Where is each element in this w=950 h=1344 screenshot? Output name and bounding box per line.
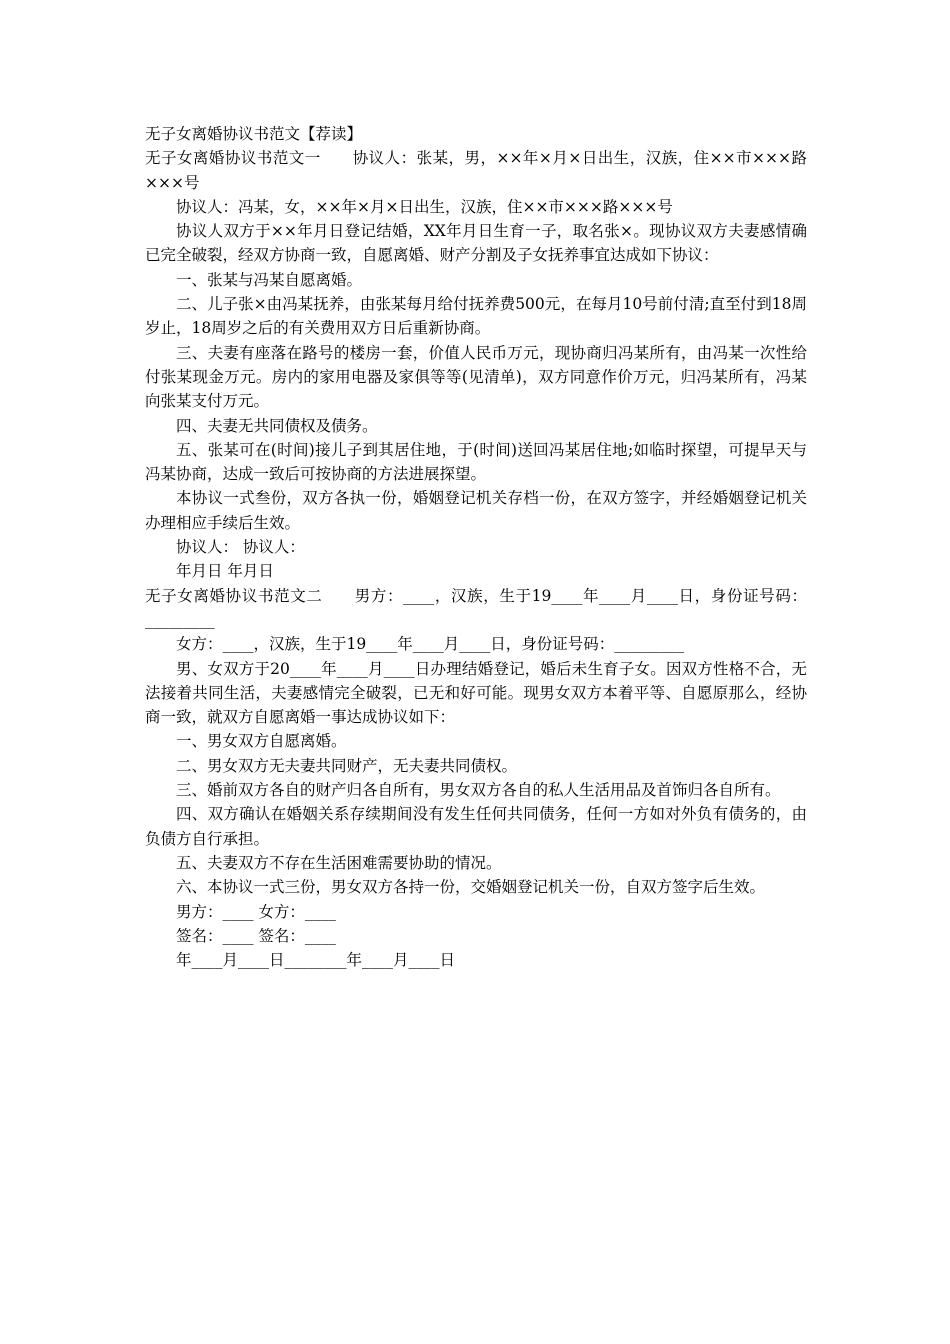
paragraph-1: 无子女离婚协议书范文一 协议人：张某，男，××年×月×日出生，汉族，住××市×××路×××号: [145, 149, 807, 192]
paragraph-8: 五、张某可在(时间)接儿子到其居住地，于(时间)送回冯某居住地;如临时探望，可提早天与冯某协商，达成一致后可按协商的方法进展探望。: [145, 440, 807, 484]
paragraph-9: 本协议一式叁份，双方各执一份，婚姻登记机关存档一份，在双方签字，并经婚姻登记机关办理相应手续后生效。: [145, 489, 807, 532]
paragraph-10: 协议人： 协议人：: [176, 538, 305, 557]
paragraph-12: 无子女离婚协议书范文二 男方：____，汉族，生于19____年____月____日，身份证号码：_________: [145, 586, 807, 629]
paragraph-13: 女方：____，汉族，生于19____年____月____日，身份证号码：_________: [176, 635, 684, 654]
paragraph-22: 签名：____ 签名：____: [176, 926, 336, 945]
paragraph-6: 三、夫妻有座落在路号的楼房一套，价值人民币万元，现协商归冯某所有，由冯某一次性给付张某现金万元。房内的家用电器及家俱等等(见清单)，双方同意作价万元，归冯某所有，冯某向张某支付万元。: [145, 343, 807, 411]
paragraph-15: 一、男女双方自愿离婚。: [176, 732, 347, 751]
paragraph-2: 协议人：冯某，女，××年×月×日出生，汉族，住××市×××路×××号: [176, 197, 673, 216]
paragraph-3: 协议人双方于××年月日登记结婚，XX年月日生育一子，取名张×。现协议双方夫妻感情确已完全破裂，经双方协商一致，自愿离婚、财产分割及子女抚养事宜达成如下协议：: [145, 222, 807, 265]
paragraph-21: 男方：____ 女方：____: [176, 902, 336, 921]
paragraph-19: 五、夫妻双方不存在生活困难需要协助的情况。: [176, 853, 502, 872]
document-title: 无子女离婚协议书范文【荐读】: [145, 125, 363, 143]
paragraph-4: 一、张某与冯某自愿离婚。: [176, 270, 363, 289]
paragraph-16: 二、男女双方无夫妻共同财产，无夫妻共同债权。: [176, 756, 518, 775]
document-page: [145, 122, 807, 972]
paragraph-20: 六、本协议一式三份，男女双方各持一份，交婚姻登记机关一份，自双方签字后生效。: [176, 878, 766, 897]
paragraph-11: 年月日 年月日: [176, 562, 274, 581]
paragraph-17: 三、婚前双方各自的财产归各自所有，男女双方各自的私人生活用品及首饰归各自所有。: [176, 781, 781, 800]
paragraph-23: 年____月____日________年____月____日: [176, 951, 456, 970]
paragraph-5: 二、儿子张×由冯某抚养，由张某每月给付抚养费500元，在每月10号前付清;直至付到18周岁止，18周岁之后的有关费用双方日后重新协商。: [145, 295, 807, 338]
paragraph-7: 四、夫妻无共同债权及债务。: [176, 416, 378, 435]
paragraph-18: 四、双方确认在婚姻关系存续期间没有发生任何共同债务，任何一方如对外负有债务的，由负债方自行承担。: [145, 805, 807, 848]
paragraph-14: 男、女双方于20____年____月____日办理结婚登记，婚后未生育子女。因双方性格不合，无法接着共同生活，夫妻感情完全破裂，已无和好可能。现男女双方本着平等、自愿原那么，经协商一致，就双方自愿离婚一事达成协议如下：: [145, 659, 807, 727]
